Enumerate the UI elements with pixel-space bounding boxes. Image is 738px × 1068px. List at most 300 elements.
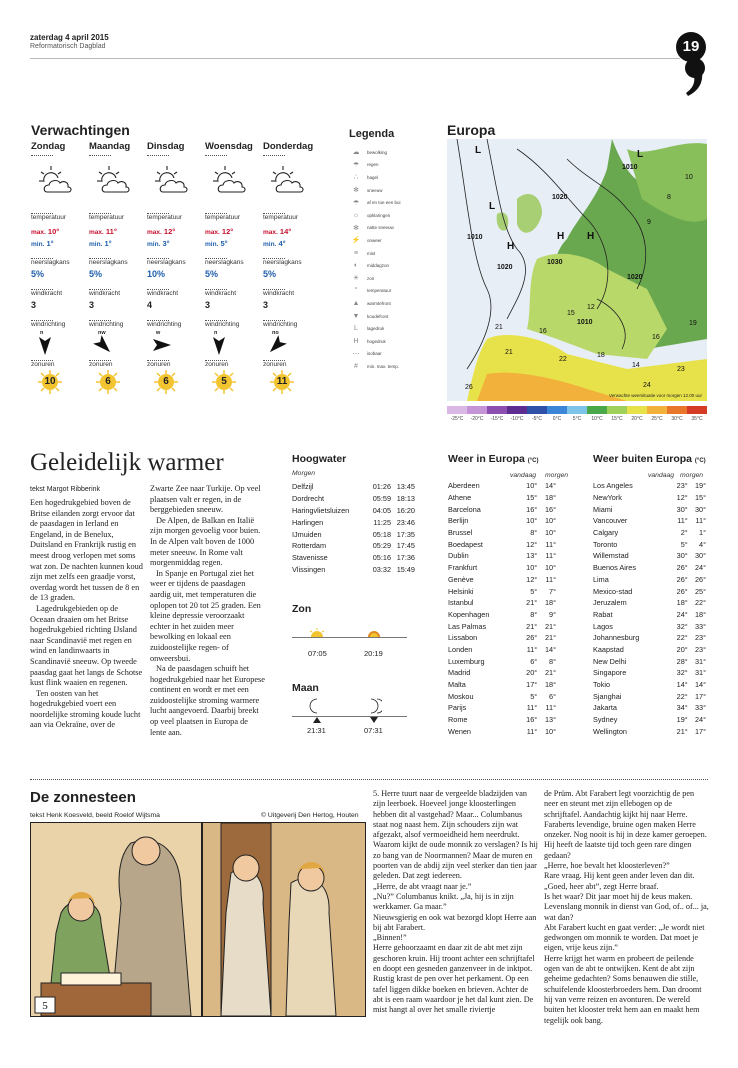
value-cell: 14° — [544, 481, 556, 491]
wind-direction — [89, 330, 129, 356]
value-cell: 4° — [699, 539, 706, 549]
wind-direction — [263, 330, 303, 356]
weer-europa-h2: morgen — [545, 472, 569, 479]
weer-europa-table — [448, 480, 556, 737]
scale-swatch — [667, 406, 687, 414]
value-cell: 10° — [526, 516, 538, 526]
value-cell: 14° — [676, 680, 688, 690]
city-cell: Barcelona — [448, 504, 481, 514]
article-paragraph: Na de paasdagen schuift het hogedrukgebied naar het Europese continent en wordt er met een zuidoostelijke stroming warmere lucht aangevoerd. Daarbij breekt op veel plaatsen in Europa de lente aan. — [150, 664, 265, 737]
value-cell: 30° — [676, 504, 688, 514]
legend-item — [349, 348, 434, 361]
value-cell: 05:29 — [372, 541, 392, 551]
comma-logo — [682, 58, 706, 98]
sun-label: zonuren — [263, 361, 287, 368]
zonnesteen-byline: tekst Henk Koesveld, beeld Roelof Wijtsma — [30, 812, 160, 819]
legend-text: temperatuur — [367, 288, 392, 294]
article-col-2 — [150, 484, 266, 738]
city-cell: Lissabon — [448, 633, 478, 643]
value-cell: 7° — [549, 586, 556, 596]
weer-buiten-h2: morgen — [680, 472, 704, 479]
sun-hours — [93, 370, 123, 394]
legend-item — [349, 360, 434, 373]
map-temp: 9 — [647, 219, 651, 226]
legend-item — [349, 259, 434, 272]
legend-icon: ∴ — [353, 174, 359, 182]
weer-buiten-row — [593, 515, 706, 527]
forecast-day — [147, 141, 205, 413]
value-cell: 15° — [694, 493, 706, 503]
city-cell: Rotterdam — [292, 541, 327, 551]
value-cell: 18° — [544, 598, 556, 608]
wind-dir-text: nw — [98, 330, 106, 336]
city-cell: Vancouver — [593, 516, 628, 526]
legend-item — [349, 209, 434, 222]
sun-cloud-icon — [153, 164, 189, 198]
weather-map-svg — [447, 139, 707, 401]
scale-swatch — [487, 406, 507, 414]
map-temp: 26 — [465, 384, 473, 391]
wind-label: windkracht — [205, 290, 237, 297]
pressure-value: 1010 — [577, 319, 593, 326]
rain-label: neerslagkans — [205, 259, 244, 266]
scale-label: 0°C — [552, 416, 562, 422]
value-cell: 23° — [676, 481, 688, 491]
story-paragraph: „Herre, hoe bevalt het kloosterleven?” — [544, 861, 670, 871]
pressure-letter: H — [507, 241, 515, 252]
story-paragraph: Herre gehoorzaamt en daar zit de abt met zijn geschoren kruin. Hij troont achter een schrijftafel en doopt een gesneden ganzenveer in de inktpot. Rustig krast de pen over het perkament. Op een tafel liggen dikke boeken en brieven. Achter de abt is een raam waardoor je het dal kunt zien. De mist hangt al over het smalle riviertje — [373, 943, 535, 1015]
dir-label: windrichting — [147, 321, 182, 328]
legend-icon: ☁ — [352, 149, 360, 157]
value-cell: 11° — [545, 703, 556, 713]
maan-title: Maan — [292, 682, 319, 694]
weer-europa-row — [448, 480, 556, 492]
sunrise-icon — [308, 628, 326, 638]
map-temp: 14 — [632, 362, 640, 369]
weer-buiten-row — [593, 725, 706, 737]
value-cell: 10° — [526, 481, 538, 491]
zonnesteen-copyright: © Uitgeverij Den Hertog, Houten — [261, 812, 359, 819]
legend-item — [349, 335, 434, 348]
value-cell: 11° — [526, 644, 538, 654]
value-cell: 26° — [676, 586, 688, 596]
value-cell: 30° — [694, 504, 706, 514]
value-cell: 18:13 — [396, 494, 415, 504]
value-cell: 10° — [544, 516, 556, 526]
weer-buiten-row — [593, 620, 706, 632]
legend-item — [349, 322, 434, 335]
temp-label: temperatuur — [263, 214, 299, 221]
weer-buiten-row — [593, 492, 706, 504]
maan-horizon — [292, 716, 407, 717]
value-cell: 10° — [544, 563, 556, 573]
value-cell: 16:20 — [396, 505, 415, 515]
scale-swatch — [467, 406, 487, 414]
legend-text: af en toe een bui — [367, 200, 401, 206]
weer-buiten-row — [593, 574, 706, 586]
city-cell: Wenen — [448, 726, 471, 736]
sun-hours — [267, 370, 297, 394]
city-cell: Wellington — [593, 726, 627, 736]
scale-label: 25°C — [651, 416, 663, 422]
hoogwater-row — [292, 540, 415, 552]
legend-icon: ◐ — [353, 262, 359, 270]
value-cell: 13:45 — [396, 482, 415, 492]
legend-text: sneeuw — [367, 187, 383, 193]
weer-europa-row — [448, 702, 556, 714]
scale-swatch — [627, 406, 647, 414]
weer-buiten-table — [593, 480, 706, 737]
panel-number: 5 — [42, 1000, 48, 1012]
weer-buiten-title: Weer buiten Europa (°C) — [593, 453, 706, 465]
value-cell: 5° — [530, 586, 538, 596]
legend-icon: ° — [354, 287, 358, 295]
legend-icon: ☂ — [352, 161, 360, 169]
rain-chance: 5% — [263, 269, 277, 279]
value-cell: 11° — [677, 516, 688, 526]
wind-arrow-icon — [89, 334, 119, 356]
value-cell: 22° — [676, 691, 688, 701]
city-cell: Delfzijl — [292, 482, 314, 492]
value-cell: 18° — [544, 493, 556, 503]
weer-europa-row — [448, 725, 556, 737]
article-paragraph: Ten oosten van het hogedrukgebied voert een noordelijke stroming koude lucht aan via Oekraïne, over de — [30, 688, 141, 730]
moonrise-icon — [309, 698, 325, 714]
temperature-scale — [447, 406, 707, 414]
value-cell: 32° — [676, 668, 688, 678]
story-paragraph: Rare vraag. Hij kent geen ander leven dan dit. „Goed, heer abt”, zegt Herre braaf. — [544, 871, 695, 891]
value-cell: 17° — [526, 680, 538, 690]
legend-title: Legenda — [349, 128, 395, 140]
city-cell: Haringvlietsluizen — [292, 505, 350, 515]
value-cell: 20° — [676, 644, 688, 654]
value-cell: 17:35 — [396, 529, 415, 539]
value-cell: 21° — [544, 633, 556, 643]
wind-dir-text: n — [214, 330, 218, 336]
wind-force: 3 — [89, 300, 95, 310]
value-cell: 05:59 — [372, 494, 392, 504]
story-paragraph: „Herre, de abt vraagt naar je.” — [373, 881, 472, 891]
value-cell: 21° — [526, 598, 538, 608]
scale-label: 35°C — [691, 416, 703, 422]
max-temp: max. 12° — [205, 227, 234, 236]
city-cell: Toronto — [593, 539, 618, 549]
value-cell: 2° — [680, 528, 688, 538]
value-cell: 12° — [526, 574, 538, 584]
forecast-days — [31, 141, 341, 413]
legend-icon: ✻ — [353, 224, 359, 232]
scale-swatch — [527, 406, 547, 414]
value-cell: 24° — [694, 563, 706, 573]
hoogwater-row — [292, 516, 415, 528]
city-cell: Kaapstad — [593, 644, 624, 654]
legend-list — [349, 146, 434, 373]
value-cell: 26° — [694, 574, 706, 584]
city-cell: Lagos — [593, 621, 613, 631]
city-cell: Frankfurt — [448, 563, 478, 573]
scale-label: 30°C — [671, 416, 683, 422]
article-paragraph: In Spanje en Portugal ziet het weer er tijdens de paasdagen aardig uit, met temperaturen die oplopen tot 20 tot 25 graden. Een kleine depressie veroorzaakt echter in het zuiden meer bewolking en lokaal een zuidoostelijke regen- of onweersbui. — [150, 568, 261, 663]
scale-swatch — [547, 406, 567, 414]
forecast-day — [31, 141, 89, 413]
scale-label: -25°C — [450, 416, 464, 422]
value-cell: 17° — [694, 726, 706, 736]
legend-item — [349, 171, 434, 184]
value-cell: 6° — [530, 656, 538, 666]
city-cell: Calgary — [593, 528, 619, 538]
value-cell: 13° — [544, 715, 556, 725]
value-cell: 11° — [545, 551, 556, 561]
max-temp: max. 10° — [31, 227, 60, 236]
wind-force: 3 — [31, 300, 37, 310]
pressure-letter: H — [587, 231, 595, 242]
value-cell: 20° — [526, 668, 538, 678]
weer-europa-row — [448, 679, 556, 691]
city-cell: Helsinki — [448, 586, 474, 596]
map-temp: 21 — [495, 324, 503, 331]
value-cell: 14° — [544, 644, 556, 654]
article-col-1 — [30, 498, 144, 731]
value-cell: 21° — [544, 621, 556, 631]
value-cell: 03:32 — [372, 564, 392, 574]
legend-text: natte sneeuw — [367, 225, 394, 231]
forecast-title: Verwachtingen — [31, 122, 130, 138]
comic-illustration — [31, 823, 365, 1016]
value-cell: 23° — [694, 644, 706, 654]
legend-item — [349, 234, 434, 247]
legend-icon: ▲ — [352, 299, 360, 307]
page-number: 19 — [676, 32, 706, 62]
sun-hours — [35, 370, 65, 394]
pressure-value: 1020 — [627, 274, 643, 281]
zonnesteen-title: De zonnesteen — [30, 789, 136, 806]
legend-text: min. max. temp. — [367, 363, 400, 369]
city-cell: Singapore — [593, 668, 627, 678]
value-cell: 18° — [544, 680, 556, 690]
article-paragraph: Een hogedrukgebied boven de Britse eilanden zorgt ervoor dat de paasdagen in Ierland en Engeland, in de Benelux, Duitsland en Frankrijk rustig en meest droog verlopen met soms wat zon. De nachten kunnen koud zijn met zelfs een graadje vorst, overdag wordt het tussen de 8 en de 13 graden. — [30, 498, 143, 603]
story-paragraph: Nieuwsgierig en ook wat bezorgd klopt Herre aan bij abt Farabert. — [373, 912, 537, 932]
weer-buiten-row — [593, 714, 706, 726]
set-arrow-icon — [370, 717, 378, 723]
pressure-letter: L — [489, 201, 496, 212]
scale-label: -15°C — [490, 416, 504, 422]
wind-dir-text: w — [156, 330, 161, 336]
article-paragraph: Zwarte Zee naar Turkije. Op veel plaatsen valt er regen, in de berggebieden sneeuw. — [150, 484, 261, 515]
day-name: Dinsdag — [147, 141, 185, 152]
moonrise-time: 21:31 — [307, 726, 326, 735]
value-cell: 11° — [526, 726, 538, 736]
city-cell: Kopenhagen — [448, 609, 490, 619]
city-cell: Tokio — [593, 680, 611, 690]
value-cell: 16° — [544, 504, 556, 514]
dir-label: windrichting — [205, 321, 240, 328]
value-cell: 12° — [526, 539, 538, 549]
story-paragraph: Abt Farabert kucht en gaat verder: „Je wordt niet gedwongen om monnik te worden. Dat moet je eigen, vrije keus zijn.” — [544, 922, 705, 953]
legend-icon: ⚡ — [351, 237, 361, 245]
pressure-value: 1010 — [467, 234, 483, 241]
legend-text: hagel — [367, 174, 379, 180]
value-cell: 17° — [694, 691, 706, 701]
day-name: Maandag — [89, 141, 131, 152]
map-temp: 16 — [539, 328, 547, 335]
weer-buiten-row — [593, 597, 706, 609]
value-cell: 33° — [694, 621, 706, 631]
wind-arrow-icon — [263, 334, 293, 356]
value-cell: 23:46 — [396, 517, 415, 527]
city-cell: Mexico-stad — [593, 586, 633, 596]
city-cell: Londen — [448, 644, 473, 654]
value-cell: 8° — [530, 609, 538, 619]
scale-swatch — [607, 406, 627, 414]
map-temp: 18 — [597, 352, 605, 359]
header-date: zaterdag 4 april 2015 — [30, 33, 109, 42]
legend-item — [349, 285, 434, 298]
value-cell: 5° — [530, 691, 538, 701]
value-cell: 31° — [694, 656, 706, 666]
city-cell: Istanbul — [448, 598, 474, 608]
city-cell: Rabat — [593, 609, 613, 619]
city-cell: Buenos Aires — [593, 563, 636, 573]
wind-label: windkracht — [147, 290, 179, 297]
story-paragraph: „Nu?” Columbanus knikt. „Ja, hij is in zijn werkkamer. Ga maar.” — [373, 891, 514, 912]
wind-dir-text: n — [40, 330, 44, 336]
value-cell: 31° — [694, 668, 706, 678]
value-cell: 21° — [544, 668, 556, 678]
wind-label: windkracht — [31, 290, 63, 297]
city-cell: New Delhi — [593, 656, 627, 666]
legend-text: mist — [367, 250, 376, 256]
city-cell: Johannesburg — [593, 633, 640, 643]
value-cell: 11° — [545, 574, 556, 584]
value-cell: 10° — [526, 563, 538, 573]
wind-direction — [147, 330, 187, 356]
value-cell: 11° — [526, 703, 538, 713]
weer-buiten-row — [593, 562, 706, 574]
value-cell: 6° — [549, 691, 556, 701]
scale-swatch — [567, 406, 587, 414]
city-cell: NewYork — [593, 493, 622, 503]
wind-direction — [31, 330, 71, 356]
value-cell: 30° — [676, 551, 688, 561]
sun-hours-value: 10 — [44, 376, 56, 387]
max-temp: max. 14° — [263, 227, 292, 236]
dir-label: windrichting — [89, 321, 124, 328]
value-cell: 28° — [676, 656, 688, 666]
legend-item — [349, 247, 434, 260]
value-cell: 34° — [676, 703, 688, 713]
value-cell: 5° — [680, 539, 688, 549]
legend-item — [349, 272, 434, 285]
weer-europa-row — [448, 574, 556, 586]
hoogwater-row — [292, 564, 415, 576]
value-cell: 32° — [676, 621, 688, 631]
temp-label: temperatuur — [89, 214, 125, 221]
pressure-value: 1030 — [547, 259, 563, 266]
value-cell: 11° — [695, 516, 706, 526]
map-temp: 22 — [559, 356, 567, 363]
city-cell: Boedapest — [448, 539, 483, 549]
wind-force: 4 — [147, 300, 153, 310]
legend-icon: ☼ — [352, 211, 360, 219]
weer-europa-row — [448, 503, 556, 515]
rain-chance: 10% — [147, 269, 166, 279]
pressure-value: 1020 — [497, 264, 513, 271]
weer-buiten-row — [593, 655, 706, 667]
city-cell: Madrid — [448, 668, 471, 678]
dir-label: windrichting — [263, 321, 298, 328]
city-cell: Luxemburg — [448, 656, 485, 666]
sun-label: zonuren — [31, 361, 55, 368]
rain-chance: 5% — [205, 269, 219, 279]
weer-europa-row — [448, 714, 556, 726]
sun-hours-value: 6 — [163, 376, 169, 387]
weer-europa-row — [448, 620, 556, 632]
map-temp: 15 — [567, 310, 575, 317]
moonset-icon — [366, 698, 382, 714]
weer-buiten-row — [593, 679, 706, 691]
weer-europa-row — [448, 492, 556, 504]
sun-hours-value: 6 — [105, 376, 111, 387]
legend-text: warmtefront — [367, 300, 391, 306]
sun-cloud-icon — [211, 164, 247, 198]
hoogwater-row — [292, 528, 415, 540]
value-cell: 14° — [694, 680, 706, 690]
value-cell: 24° — [694, 715, 706, 725]
forecast-day — [205, 141, 263, 413]
weer-buiten-row — [593, 538, 706, 550]
legend-icon: # — [354, 362, 358, 370]
legend-icon: ☂ — [352, 199, 360, 207]
legend-text: koudefront — [367, 313, 389, 319]
value-cell: 15° — [526, 493, 538, 503]
legend-item — [349, 222, 434, 235]
value-cell: 22° — [676, 633, 688, 643]
value-cell: 9° — [549, 609, 556, 619]
weer-europa-row — [448, 644, 556, 656]
article-byline: tekst Margot Ribberink — [30, 486, 101, 493]
weer-buiten-row — [593, 503, 706, 515]
wind-label: windkracht — [263, 290, 295, 297]
wind-direction — [205, 330, 245, 356]
pressure-letter: H — [557, 231, 565, 242]
value-cell: 11:25 — [373, 517, 392, 527]
weer-europa-title: Weer in Europa (°C) — [448, 453, 539, 465]
value-cell: 26° — [676, 574, 688, 584]
min-temp: min. 5° — [205, 239, 228, 248]
sunrise-time: 07:05 — [308, 649, 327, 658]
legend-text: isobaar — [367, 351, 382, 357]
scale-swatch — [587, 406, 607, 414]
city-cell: Sjanghai — [593, 691, 622, 701]
hoogwater-sub: Morgen — [292, 470, 316, 477]
sun-label: zonuren — [147, 361, 171, 368]
wind-arrow-icon — [205, 334, 235, 356]
weer-europa-row — [448, 515, 556, 527]
wind-label: windkracht — [89, 290, 121, 297]
city-cell: Dordrecht — [292, 494, 325, 504]
rain-chance: 5% — [31, 269, 45, 279]
weer-buiten-row — [593, 702, 706, 714]
value-cell: 26° — [526, 633, 538, 643]
map-temp: 19 — [689, 320, 697, 327]
legend-item — [349, 196, 434, 209]
forecast-day — [89, 141, 147, 413]
sun-hours — [209, 370, 239, 394]
wind-arrow-icon — [147, 334, 177, 356]
weer-europa-row — [448, 690, 556, 702]
city-cell: Aberdeen — [448, 481, 480, 491]
legend-item — [349, 310, 434, 323]
